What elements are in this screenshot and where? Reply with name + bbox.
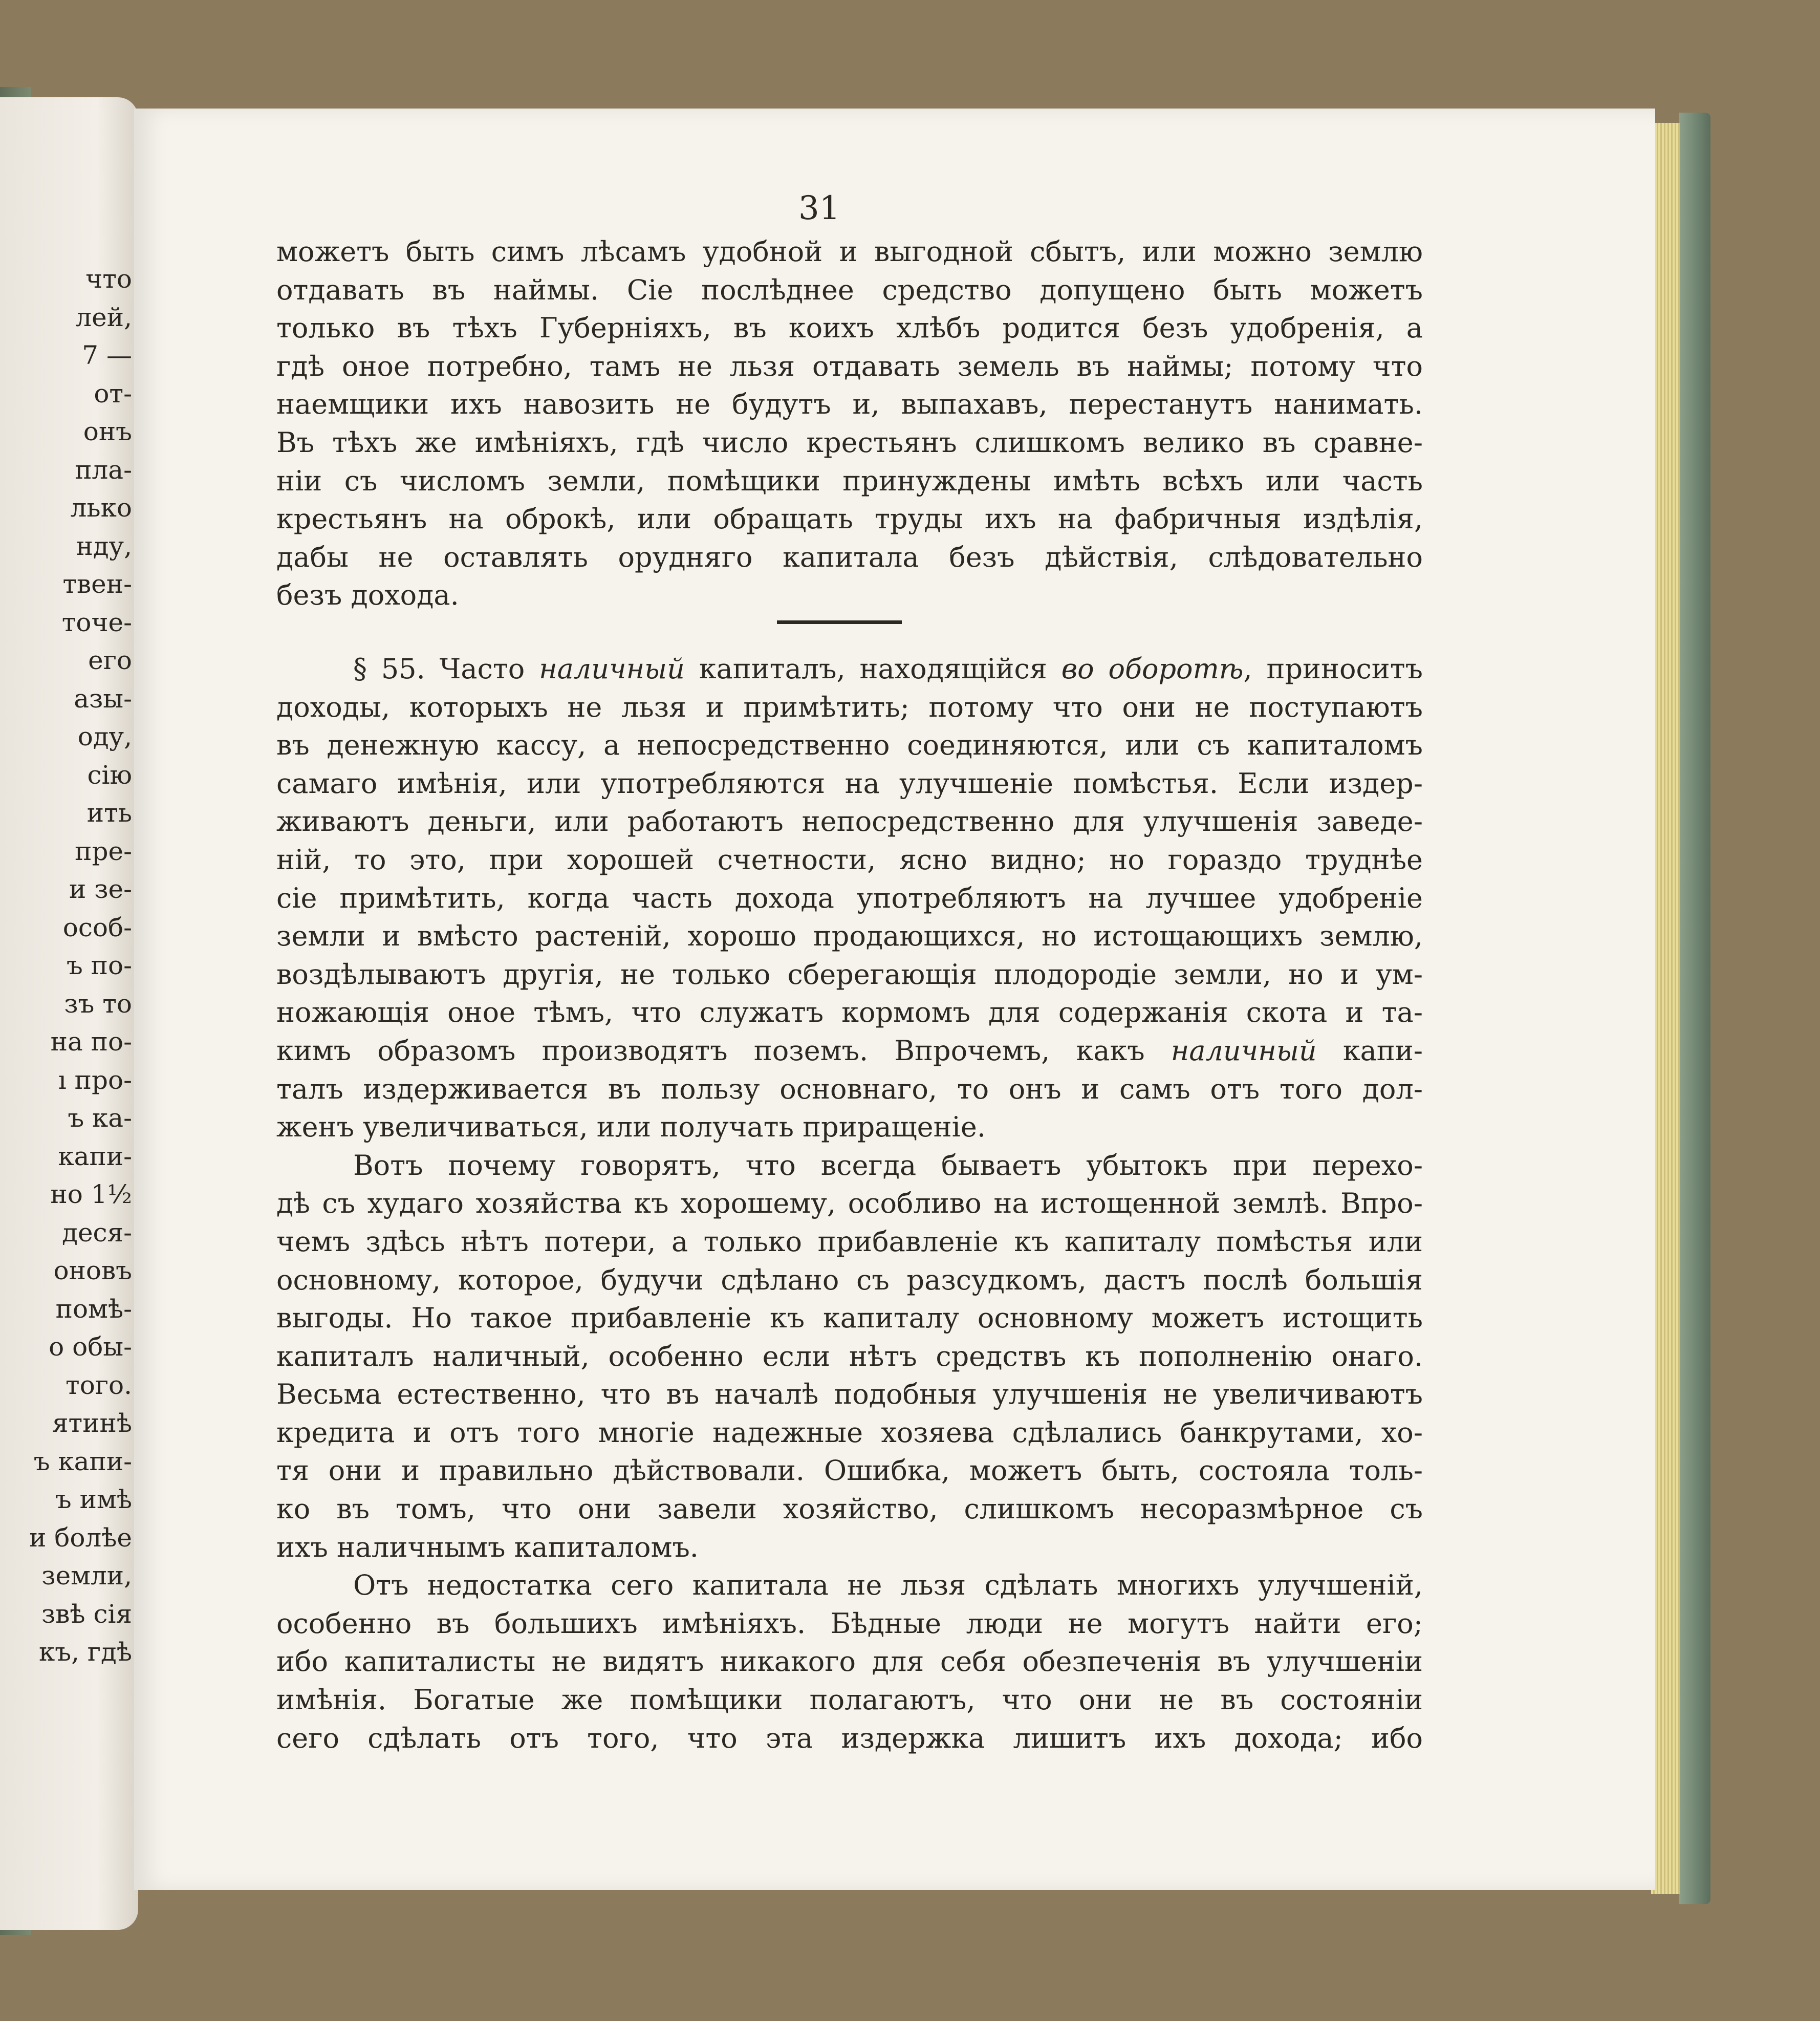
text-line: тя они и правильно дѣйствовали. Ошибка, можетъ быть, состояла толь- (276, 1454, 1423, 1487)
facing-page-fragment: ятинѣ (52, 1408, 132, 1438)
facing-page-fragment: твен- (62, 569, 132, 599)
text-line: Весьма естественно, что въ началѣ подобныя улучшенія не увеличиваютъ (276, 1378, 1423, 1411)
facing-page-fragment: ı про- (58, 1065, 132, 1095)
text-line: дабы не оставлять орудняго капитала безъ дѣйствія, слѣдовательно (276, 541, 1423, 573)
facing-page-fragment: лей, (75, 302, 132, 332)
facing-page-fragment: что (85, 264, 132, 294)
text-line: сего сдѣлать отъ того, что эта издержка лишитъ ихъ дохода; ибо (276, 1722, 1423, 1754)
facing-page-fragment: пла- (75, 455, 132, 485)
text-line: талъ издерживается въ пользу основнаго, то онъ и самъ отъ того дол- (276, 1072, 1423, 1105)
section-55-first-line: § 55. Часто наличный капиталъ, находящійся во оборотѣ, приноситъ (353, 653, 1423, 685)
text-line: Въ тѣхъ же имѣніяхъ, гдѣ число крестьянъ слишкомъ велико въ сравне- (276, 426, 1423, 459)
page-number: 31 (798, 189, 840, 227)
text-line: чемъ здѣсь нѣтъ потери, а только прибавленіе къ капиталу помѣстья или (276, 1225, 1423, 1258)
text-line: крестьянъ на оброкѣ, или обращать труды ихъ на фабричныя издѣлія, (276, 503, 1423, 535)
text-line: ихъ наличнымъ капиталомъ. (276, 1531, 699, 1563)
text-line: основному, которое, будучи сдѣлано съ разсудкомъ, дастъ послѣ большія (276, 1263, 1423, 1296)
facing-page-fragment: капи- (58, 1141, 132, 1171)
facing-page-fragment: оновъ (53, 1256, 132, 1285)
text-line: самаго имѣнія, или употребляются на улучшеніе помѣстья. Если издер- (276, 767, 1423, 800)
text-line: имѣнія. Богатые же помѣщики полагаютъ, что они не въ состояніи (276, 1684, 1423, 1716)
term-cash-capital: наличный (539, 653, 685, 685)
section-55 (276, 650, 1423, 1757)
term-cash-capital: наличный (1171, 1034, 1317, 1067)
text-line: безъ дохода. (276, 579, 459, 612)
text-line: ибо капиталисты не видятъ никакого для себя обезпеченія въ улучшеніи (276, 1645, 1423, 1678)
text-line: воздѣлываютъ другія, не только сберегающія плодородіе земли, но и ум- (276, 958, 1423, 991)
facing-page-fragment: ъ ка- (68, 1103, 132, 1133)
text-line: можетъ быть симъ лѣсамъ удобной и выгодной сбытъ, или можно землю (276, 235, 1423, 268)
text-line: женъ увеличиваться, или получать приращеніе. (276, 1111, 986, 1144)
facing-page-fragment: ить (86, 798, 132, 828)
facing-page-fragment: онъ (83, 417, 132, 446)
text-line: особенно въ большихъ имѣніяхъ. Бѣдные люди не могутъ найти его; (276, 1607, 1423, 1640)
facing-page-fragment: его (88, 646, 132, 675)
text-line: только въ тѣхъ Губерніяхъ, въ коихъ хлѣбъ родится безъ удобренія, а (276, 312, 1423, 345)
facing-page-fragment: от- (94, 378, 132, 408)
facing-page-fragment: звѣ сія (41, 1599, 132, 1629)
text-line: кредита и отъ того многіе надежные хозяева сдѣлались банкрутами, хо- (276, 1416, 1423, 1449)
facing-page-fragment: земли, (41, 1561, 132, 1590)
text-line: отдавать въ наймы. Сіе послѣднее средство допущено быть можетъ (276, 273, 1423, 306)
facing-page-fragment: ъ имѣ (55, 1485, 132, 1514)
facing-page-fragment: нду, (76, 531, 132, 561)
facing-page-fragment: точе- (61, 607, 132, 637)
facing-page (0, 97, 138, 1930)
facing-page-fragment: пре- (75, 836, 132, 866)
facing-page-fragment: деся- (62, 1217, 132, 1248)
text-line: ніи съ числомъ земли, помѣщики принуждены имѣть всѣхъ или часть (276, 464, 1423, 497)
text-line: выгоды. Но такое прибавленіе къ капиталу основному можетъ истощить (276, 1302, 1423, 1335)
facing-page-fragment: лько (70, 493, 132, 523)
text-line: гдѣ оное потребно, тамъ не льзя отдавать земель въ наймы; потому что (276, 350, 1423, 382)
page-edges (1651, 123, 1680, 1894)
text-line: сіе примѣтить, когда часть дохода употребляютъ на лучшее удобреніе (276, 881, 1423, 914)
term-in-circulation: во оборотѣ (1061, 653, 1244, 685)
facing-page-fragment: 7 — (82, 340, 132, 370)
section-divider (777, 620, 902, 624)
facing-page-fragment: оду, (77, 722, 132, 751)
text-line: живаютъ деньги, или работаютъ непосредственно для улучшенія заведе- (276, 805, 1423, 838)
text-line: ножающія оное тѣмъ, что служатъ кормомъ для содержанія скота и та- (276, 996, 1423, 1029)
text-line: земли и вмѣсто растеній, хорошо продающихся, но истощающихъ землю, (276, 920, 1423, 953)
paragraph-continuation (276, 233, 1423, 615)
text-line: Отъ недостатка сего капитала не льзя сдѣлать многихъ улучшеній, (353, 1569, 1423, 1602)
facing-page-fragment: ъ по- (66, 951, 132, 980)
facing-page-fragment: на по- (50, 1027, 132, 1057)
facing-page-fragment: азы- (74, 683, 132, 714)
text-line: капиталъ наличный, особенно если нѣтъ средствъ къ пополненію онаго. (276, 1340, 1423, 1372)
text-line: ній, то это, при хорошей счетности, ясно видно; но гораздо труднѣе (276, 843, 1423, 876)
facing-page-fragment: того. (66, 1370, 132, 1400)
book-cover-right (1679, 113, 1710, 1904)
facing-page-fragment: зъ то (64, 988, 132, 1019)
facing-page-fragment: ъ капи- (33, 1446, 132, 1476)
facing-page-fragment: помѣ- (55, 1294, 132, 1324)
facing-page-fragment: о обы- (49, 1332, 132, 1362)
facing-page-fragment: но 1½ (50, 1179, 132, 1209)
text-line: Вотъ почему говорятъ, что всегда бываетъ убытокъ при перехо- (353, 1149, 1423, 1181)
text-line: кимъ образомъ производятъ поземъ. Впрочемъ, какъ наличный капи- (276, 1034, 1423, 1067)
facing-page-fragment: и зе- (69, 874, 132, 904)
facing-page-fragment: сію (87, 760, 132, 790)
text-line: наемщики ихъ навозить не будутъ и, выпахавъ, перестанутъ нанимать. (276, 388, 1423, 421)
text-line: дѣ съ худаго хозяйства къ хорошему, особливо на истощенной землѣ. Впро- (276, 1187, 1423, 1220)
facing-page-fragment: къ, гдѣ (39, 1637, 132, 1667)
text-line: доходы, которыхъ не льзя и примѣтить; потому что они не поступаютъ (276, 691, 1423, 723)
text-line: ко въ томъ, что они завели хозяйство, слишкомъ несоразмѣрное съ (276, 1493, 1423, 1525)
text-line: въ денежную кассу, а непосредственно соединяются, или съ капиталомъ (276, 729, 1423, 762)
facing-page-fragment: особ- (62, 912, 132, 942)
facing-page-fragment: и болѣе (29, 1522, 132, 1553)
